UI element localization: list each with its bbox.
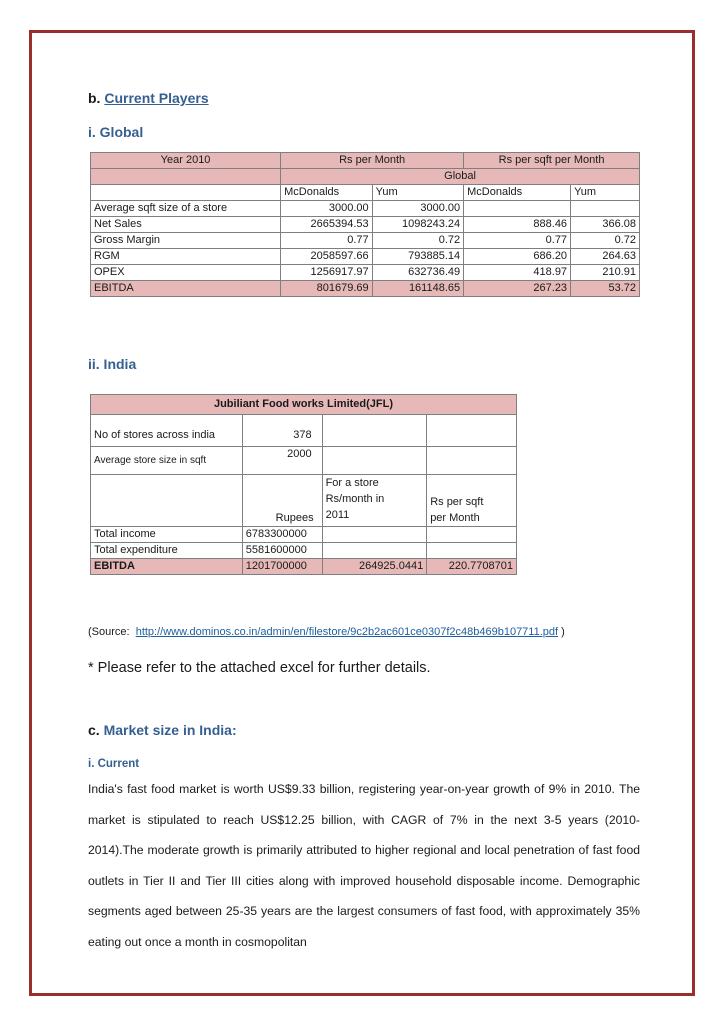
- table-row: Total expenditure 5581600000: [91, 543, 517, 559]
- source-citation: (Source: http://www.dominos.co.in/admin/en/filestore/9c2b2ac601ce0307f2c48b469b107711.pdf ): [88, 626, 565, 638]
- header-mcdonalds-2: McDonalds: [464, 185, 571, 201]
- header-rs-per-sqft: Rs per sqft per Month: [464, 153, 640, 169]
- india-table: [90, 394, 517, 575]
- india-table-title: Jubiliant Food works Limited(JFL): [91, 395, 517, 415]
- table-row-ebitda: EBITDA 1201700000 264925.0441 220.7708701: [91, 559, 517, 575]
- current-heading: i. Current: [88, 758, 140, 770]
- header-rs-per-sqft-month: Rs per sqft per Month: [427, 475, 517, 527]
- table-row: Average store size in sqft 2000: [91, 447, 517, 475]
- header-year: Year 2010: [91, 153, 281, 169]
- section-c-title: Market size in India:: [103, 722, 237, 738]
- source-link[interactable]: http://www.dominos.co.in/admin/en/filestore/9c2b2ac601ce0307f2c48b469b107711.pdf: [135, 626, 559, 638]
- india-heading: ii. India: [88, 356, 137, 372]
- section-c-heading: c. Market size in India:: [88, 722, 237, 738]
- header-yum-2: Yum: [571, 185, 640, 201]
- table-row: Average sqft size of a store 3000.00 3000.00: [91, 201, 640, 217]
- header-for-a-store: For a store Rs/month in 2011: [322, 475, 427, 527]
- table-row: Gross Margin 0.77 0.72 0.77 0.72: [91, 233, 640, 249]
- table-row: No of stores across india 378: [91, 415, 517, 447]
- table-row: Net Sales 2665394.53 1098243.24 888.46 366.08: [91, 217, 640, 233]
- global-header-row-3: [91, 185, 640, 201]
- header-yum-1: Yum: [372, 185, 464, 201]
- table-row-ebitda: EBITDA 801679.69 161148.65 267.23 53.72: [91, 281, 640, 297]
- table-row: OPEX 1256917.97 632736.49 418.97 210.91: [91, 265, 640, 281]
- india-title-row: [91, 395, 517, 415]
- header-rs-per-month: Rs per Month: [281, 153, 464, 169]
- header-rupees: Rupees: [242, 475, 322, 527]
- table-row: Total income 6783300000: [91, 527, 517, 543]
- excel-note: * Please refer to the attached excel for further details.: [88, 660, 431, 676]
- global-header-row-2: [91, 169, 640, 185]
- section-b-title: Current Players: [104, 90, 209, 106]
- section-b-heading: b. Current Players: [88, 90, 209, 106]
- header-mcdonalds-1: McDonalds: [281, 185, 373, 201]
- market-paragraph: India's fast food market is worth US$9.33 billion, registering year-on-year growth of 9% in 2010. The market is stipulated to reach US$12.25 billion, with CAGR of 7% in the next 3-5 years (2010-2014).The moderate growth is primarily attributed to higher regional and local penetration of fast food outlets in Tier II and Tier III cities along with improved household disposable income. Demographic segments aged between 25-35 years are the largest consumers of fast food, with approximately 35% eating out once a month in cosmopolitan: [88, 782, 640, 949]
- table-row: RGM 2058597.66 793885.14 686.20 264.63: [91, 249, 640, 265]
- india-column-headers: [91, 475, 517, 527]
- global-heading: i. Global: [88, 124, 144, 140]
- global-table: [90, 152, 640, 297]
- header-global: Global: [281, 169, 640, 185]
- global-header-row-1: [91, 153, 640, 169]
